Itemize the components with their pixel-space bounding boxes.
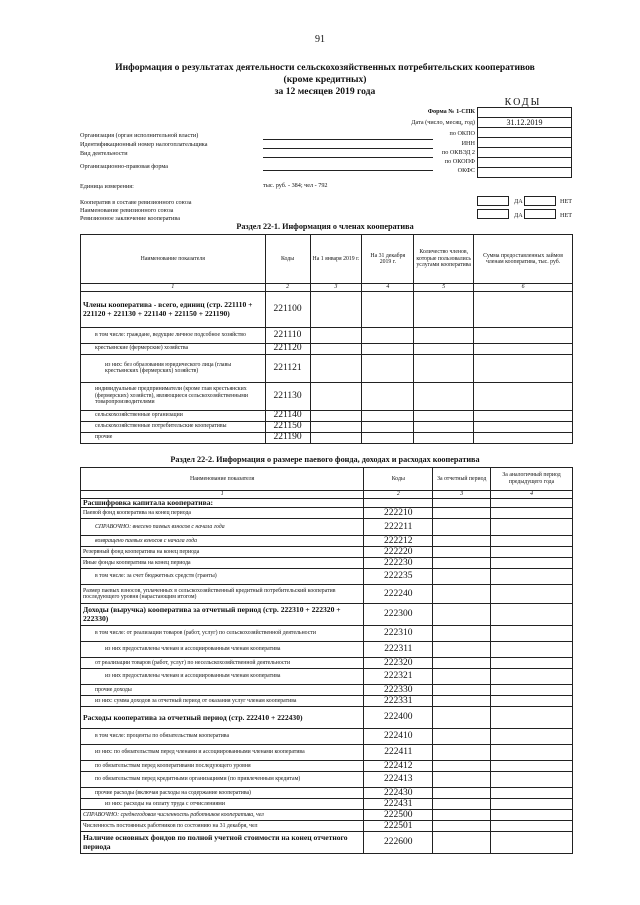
cell[interactable] — [414, 354, 474, 382]
cell[interactable] — [414, 327, 474, 343]
page-number: 91 — [315, 34, 325, 45]
row-code: 222430 — [364, 788, 433, 799]
inn-field-label: Идентификационный номер налогоплательщика — [80, 141, 208, 148]
row-label: Наличие основных фондов по полной учетной стоимости на конец отчетного периода — [81, 832, 364, 854]
colnum: 5 — [414, 284, 474, 292]
members-col-loans: Сумма предоставленных займов членам кооператива, тыс. руб. — [474, 235, 573, 284]
date-label: Дата (число, месяц, год) — [411, 119, 475, 126]
cell[interactable] — [433, 536, 491, 547]
members-colnum-row — [81, 284, 573, 292]
cell[interactable] — [491, 832, 573, 854]
inn-field[interactable] — [263, 148, 433, 149]
cell[interactable] — [491, 585, 573, 604]
cell[interactable] — [433, 547, 491, 558]
cell[interactable] — [491, 772, 573, 788]
table-row — [81, 558, 573, 569]
colnum: 1 — [81, 284, 266, 292]
row-code: 222210 — [364, 508, 433, 519]
row-code: 222410 — [364, 729, 433, 745]
row-label: СПРАВОЧНО: внесено паевых взносов с начала года — [81, 519, 364, 536]
cell[interactable] — [414, 343, 474, 354]
row-label: из них: сумма доходов за отчетный период от оказания услуг членам кооператива — [81, 696, 364, 707]
cell[interactable] — [474, 354, 573, 382]
cell[interactable] — [491, 810, 573, 821]
row-code: 222300 — [364, 604, 433, 626]
okved-label: по ОКВЭД 2 — [441, 149, 475, 156]
cell[interactable] — [362, 421, 414, 432]
code-date-cell[interactable]: 31.12.2019 — [478, 118, 571, 128]
form-label: Форма № 1-СПК — [427, 108, 475, 115]
row-code: 222320 — [364, 658, 433, 669]
table-row — [81, 508, 573, 519]
table-row — [81, 685, 573, 696]
table-row — [81, 821, 573, 832]
row-label: индивидуальные предприниматели (кроме глав крестьянских (фермерских) хозяйств), являющиеся сельскохозяйственными товаропроизводителями — [81, 382, 266, 410]
row-label: по обязательствам перед кредитными организациями (по привлеченным кредитам) — [81, 772, 364, 788]
table-row — [81, 410, 573, 421]
cell[interactable] — [362, 343, 414, 354]
codes-header: КОДЫ — [504, 97, 542, 108]
cell[interactable] — [310, 421, 362, 432]
cell[interactable] — [491, 696, 573, 707]
row-label: в том числе: за счет бюджетных средств (гранты) — [81, 569, 364, 585]
cell[interactable] — [433, 658, 491, 669]
colnum: 3 — [310, 284, 362, 292]
cell[interactable] — [491, 729, 573, 745]
cell[interactable] — [433, 832, 491, 854]
union-blank-box[interactable] — [477, 196, 509, 206]
cell[interactable] — [491, 547, 573, 558]
table-row — [81, 707, 573, 729]
row-label: Расшифровка капитала кооператива: — [81, 498, 364, 508]
colnum: 6 — [474, 284, 573, 292]
members-col-codes: Коды — [265, 235, 310, 284]
row-code: 221110 — [265, 327, 310, 343]
cell[interactable] — [433, 604, 491, 626]
table-row — [81, 536, 573, 547]
colnum: 2 — [265, 284, 310, 292]
table-row — [81, 696, 573, 707]
row-code: 221140 — [265, 410, 310, 421]
cell[interactable] — [362, 354, 414, 382]
colnum: 1 — [81, 491, 364, 499]
row-label: в том числе: граждане, ведущие личное подсобное хозяйство — [81, 327, 266, 343]
row-label: сельскохозяйственные организации — [81, 410, 266, 421]
cell[interactable] — [433, 761, 491, 772]
row-code: 222230 — [364, 558, 433, 569]
cell[interactable] — [433, 519, 491, 536]
row-code: 222331 — [364, 696, 433, 707]
colnum: 4 — [491, 491, 573, 499]
finance-col-current: За отчетный период — [433, 468, 491, 491]
cell — [491, 498, 573, 508]
cell[interactable] — [491, 821, 573, 832]
org-label: Организация (орган исполнительной власти) — [80, 132, 199, 139]
table-row — [81, 498, 573, 508]
table-row — [81, 745, 573, 761]
row-label: сельскохозяйственные потребительские кооперативы — [81, 421, 266, 432]
cell[interactable] — [310, 291, 362, 327]
finance-table — [80, 467, 573, 854]
okpo-label: по ОКПО — [449, 130, 475, 137]
union-yes-box[interactable] — [524, 196, 556, 206]
row-code: 222501 — [364, 821, 433, 832]
code-okfs-cell[interactable] — [478, 168, 571, 177]
cell — [433, 498, 491, 508]
table-row — [81, 799, 573, 810]
code-okopf-cell[interactable] — [478, 158, 571, 168]
code-okpo-cell[interactable] — [478, 128, 571, 138]
cell[interactable] — [491, 604, 573, 626]
cell[interactable] — [474, 343, 573, 354]
row-code: 222321 — [364, 669, 433, 685]
unit-label: Единица измерения: — [80, 183, 134, 190]
cell[interactable] — [414, 410, 474, 421]
audit-conclusion-label: Ревизионное заключение кооператива — [80, 215, 180, 222]
cell[interactable] — [491, 508, 573, 519]
title-line-3: за 12 месяцев 2019 года — [274, 86, 376, 97]
row-label: из них предоставлены членам и ассоциированным членам кооператива — [81, 669, 364, 685]
cell[interactable] — [491, 761, 573, 772]
row-code: 222431 — [364, 799, 433, 810]
table-row — [81, 761, 573, 772]
table-row — [81, 343, 573, 354]
in-union-label: Кооператив в составе ревизионного союза — [80, 199, 192, 206]
cell[interactable] — [414, 382, 474, 410]
row-label: по обязательствам перед кооперативами последующего уровня — [81, 761, 364, 772]
code-okved-cell[interactable] — [478, 148, 571, 158]
members-col-dec: На 31 декабря 2019 г. — [362, 235, 414, 284]
row-label: из них: расходы на оплату труда с отчислениями — [81, 799, 364, 810]
table-row — [81, 327, 573, 343]
legal-form-field[interactable] — [263, 170, 433, 171]
cell[interactable] — [414, 432, 474, 443]
okopf-label: по ОКОПФ — [444, 158, 475, 165]
codes-box — [477, 107, 572, 178]
cell[interactable] — [433, 788, 491, 799]
cell[interactable] — [310, 382, 362, 410]
cell[interactable] — [433, 569, 491, 585]
union-name-label: Наименование ревизионного союза — [80, 207, 174, 214]
report-title — [90, 62, 560, 98]
row-code: 221190 — [265, 432, 310, 443]
row-label: Иные фонды кооператива на конец периода — [81, 558, 364, 569]
row-label: Численность постоянных работников по состоянию на 31 декабря, чел — [81, 821, 364, 832]
cell[interactable] — [491, 745, 573, 761]
finance-col-previous: За аналогичный период предыдущего года — [491, 468, 573, 491]
cell[interactable] — [310, 354, 362, 382]
cell[interactable] — [433, 585, 491, 604]
audit-yes-label: ДА — [514, 212, 523, 219]
cell[interactable] — [433, 558, 491, 569]
cell[interactable] — [433, 821, 491, 832]
cell[interactable] — [433, 745, 491, 761]
cell[interactable] — [491, 569, 573, 585]
row-label: Размер паевых взносов, уплаченных в сельскохозяйственный кредитный потребительский кооператив последующего уровня (нарастающим итогом) — [81, 585, 364, 604]
union-no-label: НЕТ — [560, 198, 573, 205]
cell[interactable] — [433, 799, 491, 810]
row-code: 222220 — [364, 547, 433, 558]
row-label: прочие расходы (включая расходы на содержание кооператива) — [81, 788, 364, 799]
row-label: Доходы (выручка) кооператива за отчетный период (стр. 222310 + 222320 + 222330) — [81, 604, 364, 626]
row-code: 222411 — [364, 745, 433, 761]
row-code: 222330 — [364, 685, 433, 696]
cell[interactable] — [474, 291, 573, 327]
row-code — [364, 498, 433, 508]
activity-field[interactable] — [263, 157, 433, 158]
row-label: СПРАВОЧНО: среднегодовая численность работников кооператива, чел — [81, 810, 364, 821]
row-code: 221130 — [265, 382, 310, 410]
cell[interactable] — [433, 626, 491, 642]
table-row — [81, 832, 573, 854]
table-row — [81, 626, 573, 642]
cell[interactable] — [491, 642, 573, 658]
row-label: возвращено паевых взносов с начала года — [81, 536, 364, 547]
row-code: 222212 — [364, 536, 433, 547]
finance-col-codes: Коды — [364, 468, 433, 491]
table-row — [81, 421, 573, 432]
cell[interactable] — [474, 410, 573, 421]
cell[interactable] — [491, 558, 573, 569]
cell[interactable] — [362, 327, 414, 343]
unit-value: тыс. руб. - 384; чел - 792 — [263, 182, 328, 189]
table-row — [81, 604, 573, 626]
okfs-label: ОКФС — [457, 167, 475, 174]
row-code: 221120 — [265, 343, 310, 354]
row-label: Резервный фонд кооператива на конец периода — [81, 547, 364, 558]
activity-label: Вид деятельности — [80, 150, 128, 157]
row-code: 222500 — [364, 810, 433, 821]
cell[interactable] — [414, 421, 474, 432]
cell[interactable] — [414, 291, 474, 327]
section1-title: Раздел 22-1. Информация о членах кооператива — [236, 222, 414, 231]
cell[interactable] — [362, 410, 414, 421]
cell[interactable] — [433, 729, 491, 745]
row-label: от реализации товаров (работ, услуг) по несельскохозяйственной деятельности — [81, 658, 364, 669]
cell[interactable] — [433, 707, 491, 729]
row-label: из них предоставлены членам и ассоциированным членам кооператива — [81, 642, 364, 658]
legal-form-label: Организационно-правовая форма — [80, 163, 168, 170]
colnum: 4 — [362, 284, 414, 292]
cell[interactable] — [491, 799, 573, 810]
row-label: Члены кооператива - всего, единиц (стр. 221110 + 221120 + 221130 + 221140 + 221150 + 221190) — [81, 291, 266, 327]
colnum: 2 — [364, 491, 433, 499]
table-row — [81, 569, 573, 585]
cell[interactable] — [433, 642, 491, 658]
cell[interactable] — [433, 508, 491, 519]
cell[interactable] — [310, 327, 362, 343]
colnum: 3 — [433, 491, 491, 499]
cell[interactable] — [433, 685, 491, 696]
cell[interactable] — [433, 696, 491, 707]
cell[interactable] — [310, 343, 362, 354]
audit-blank-box[interactable] — [477, 209, 509, 219]
table-row — [81, 788, 573, 799]
row-code: 221121 — [265, 354, 310, 382]
table-row — [81, 729, 573, 745]
audit-no-label: НЕТ — [560, 212, 573, 219]
finance-col-name: Наименование показателя — [81, 468, 364, 491]
finance-header-row — [81, 468, 573, 491]
title-line-1: Информация о результатах деятельности сельскохозяйственных потребительских кооперативов — [115, 62, 535, 73]
table-row — [81, 382, 573, 410]
cell[interactable] — [362, 432, 414, 443]
cell[interactable] — [491, 788, 573, 799]
row-code: 222211 — [364, 519, 433, 536]
org-field[interactable] — [263, 139, 433, 140]
row-label: в том числе: проценты по обязательствам кооператива — [81, 729, 364, 745]
table-row — [81, 354, 573, 382]
cell[interactable] — [474, 432, 573, 443]
members-col-jan: На 1 января 2019 г. — [310, 235, 362, 284]
code-form-cell — [478, 108, 571, 118]
row-code: 222310 — [364, 626, 433, 642]
cell[interactable] — [491, 685, 573, 696]
cell[interactable] — [491, 707, 573, 729]
cell[interactable] — [491, 626, 573, 642]
table-row — [81, 585, 573, 604]
cell[interactable] — [491, 669, 573, 685]
row-label: Расходы кооператива за отчетный период (стр. 222410 + 222430) — [81, 707, 364, 729]
members-col-users: Количество членов, которые пользовались услугами кооператива — [414, 235, 474, 284]
table-row — [81, 810, 573, 821]
cell[interactable] — [362, 291, 414, 327]
row-label: из них: по обязательствам перед членами и ассоциированными членами кооператива — [81, 745, 364, 761]
cell[interactable] — [491, 519, 573, 536]
row-code: 222235 — [364, 569, 433, 585]
cell[interactable] — [433, 669, 491, 685]
cell[interactable] — [491, 658, 573, 669]
row-code: 221150 — [265, 421, 310, 432]
members-table — [80, 234, 573, 444]
row-label: в том числе: от реализации товаров (работ, услуг) по сельскохозяйственной деятельности — [81, 626, 364, 642]
row-code: 222600 — [364, 832, 433, 854]
title-line-2: (кроме кредитных) — [283, 74, 367, 85]
row-code: 222413 — [364, 772, 433, 788]
row-label: из них: без образования юридического лица (главы крестьянских (фермерских) хозяйств) — [81, 354, 266, 382]
inn-label: ИНН — [461, 140, 475, 147]
cell[interactable] — [362, 382, 414, 410]
table-row — [81, 291, 573, 327]
cell[interactable] — [491, 536, 573, 547]
row-label: крестьянские (фермерские) хозяйства — [81, 343, 266, 354]
row-code: 221100 — [265, 291, 310, 327]
row-code: 222240 — [364, 585, 433, 604]
table-row — [81, 519, 573, 536]
code-inn-cell[interactable] — [478, 138, 571, 148]
row-label: Паевой фонд кооператива на конец периода — [81, 508, 364, 519]
table-row — [81, 642, 573, 658]
table-row — [81, 658, 573, 669]
audit-yes-box[interactable] — [524, 209, 556, 219]
section2-title: Раздел 22-2. Информация о размере паевого фонда, доходах и расходах кооператива — [170, 455, 480, 464]
cell[interactable] — [474, 421, 573, 432]
cell[interactable] — [310, 432, 362, 443]
row-label: прочие — [81, 432, 266, 443]
cell[interactable] — [433, 810, 491, 821]
row-code: 222311 — [364, 642, 433, 658]
row-code: 222412 — [364, 761, 433, 772]
row-code: 222400 — [364, 707, 433, 729]
table-row — [81, 432, 573, 443]
union-yes-label: ДА — [514, 198, 523, 205]
table-row — [81, 772, 573, 788]
row-label: прочие доходы — [81, 685, 364, 696]
table-row — [81, 547, 573, 558]
members-header-row — [81, 235, 573, 284]
cell[interactable] — [474, 382, 573, 410]
cell[interactable] — [310, 410, 362, 421]
members-col-name: Наименование показателя — [81, 235, 266, 284]
cell[interactable] — [433, 772, 491, 788]
cell[interactable] — [474, 327, 573, 343]
table-row — [81, 669, 573, 685]
